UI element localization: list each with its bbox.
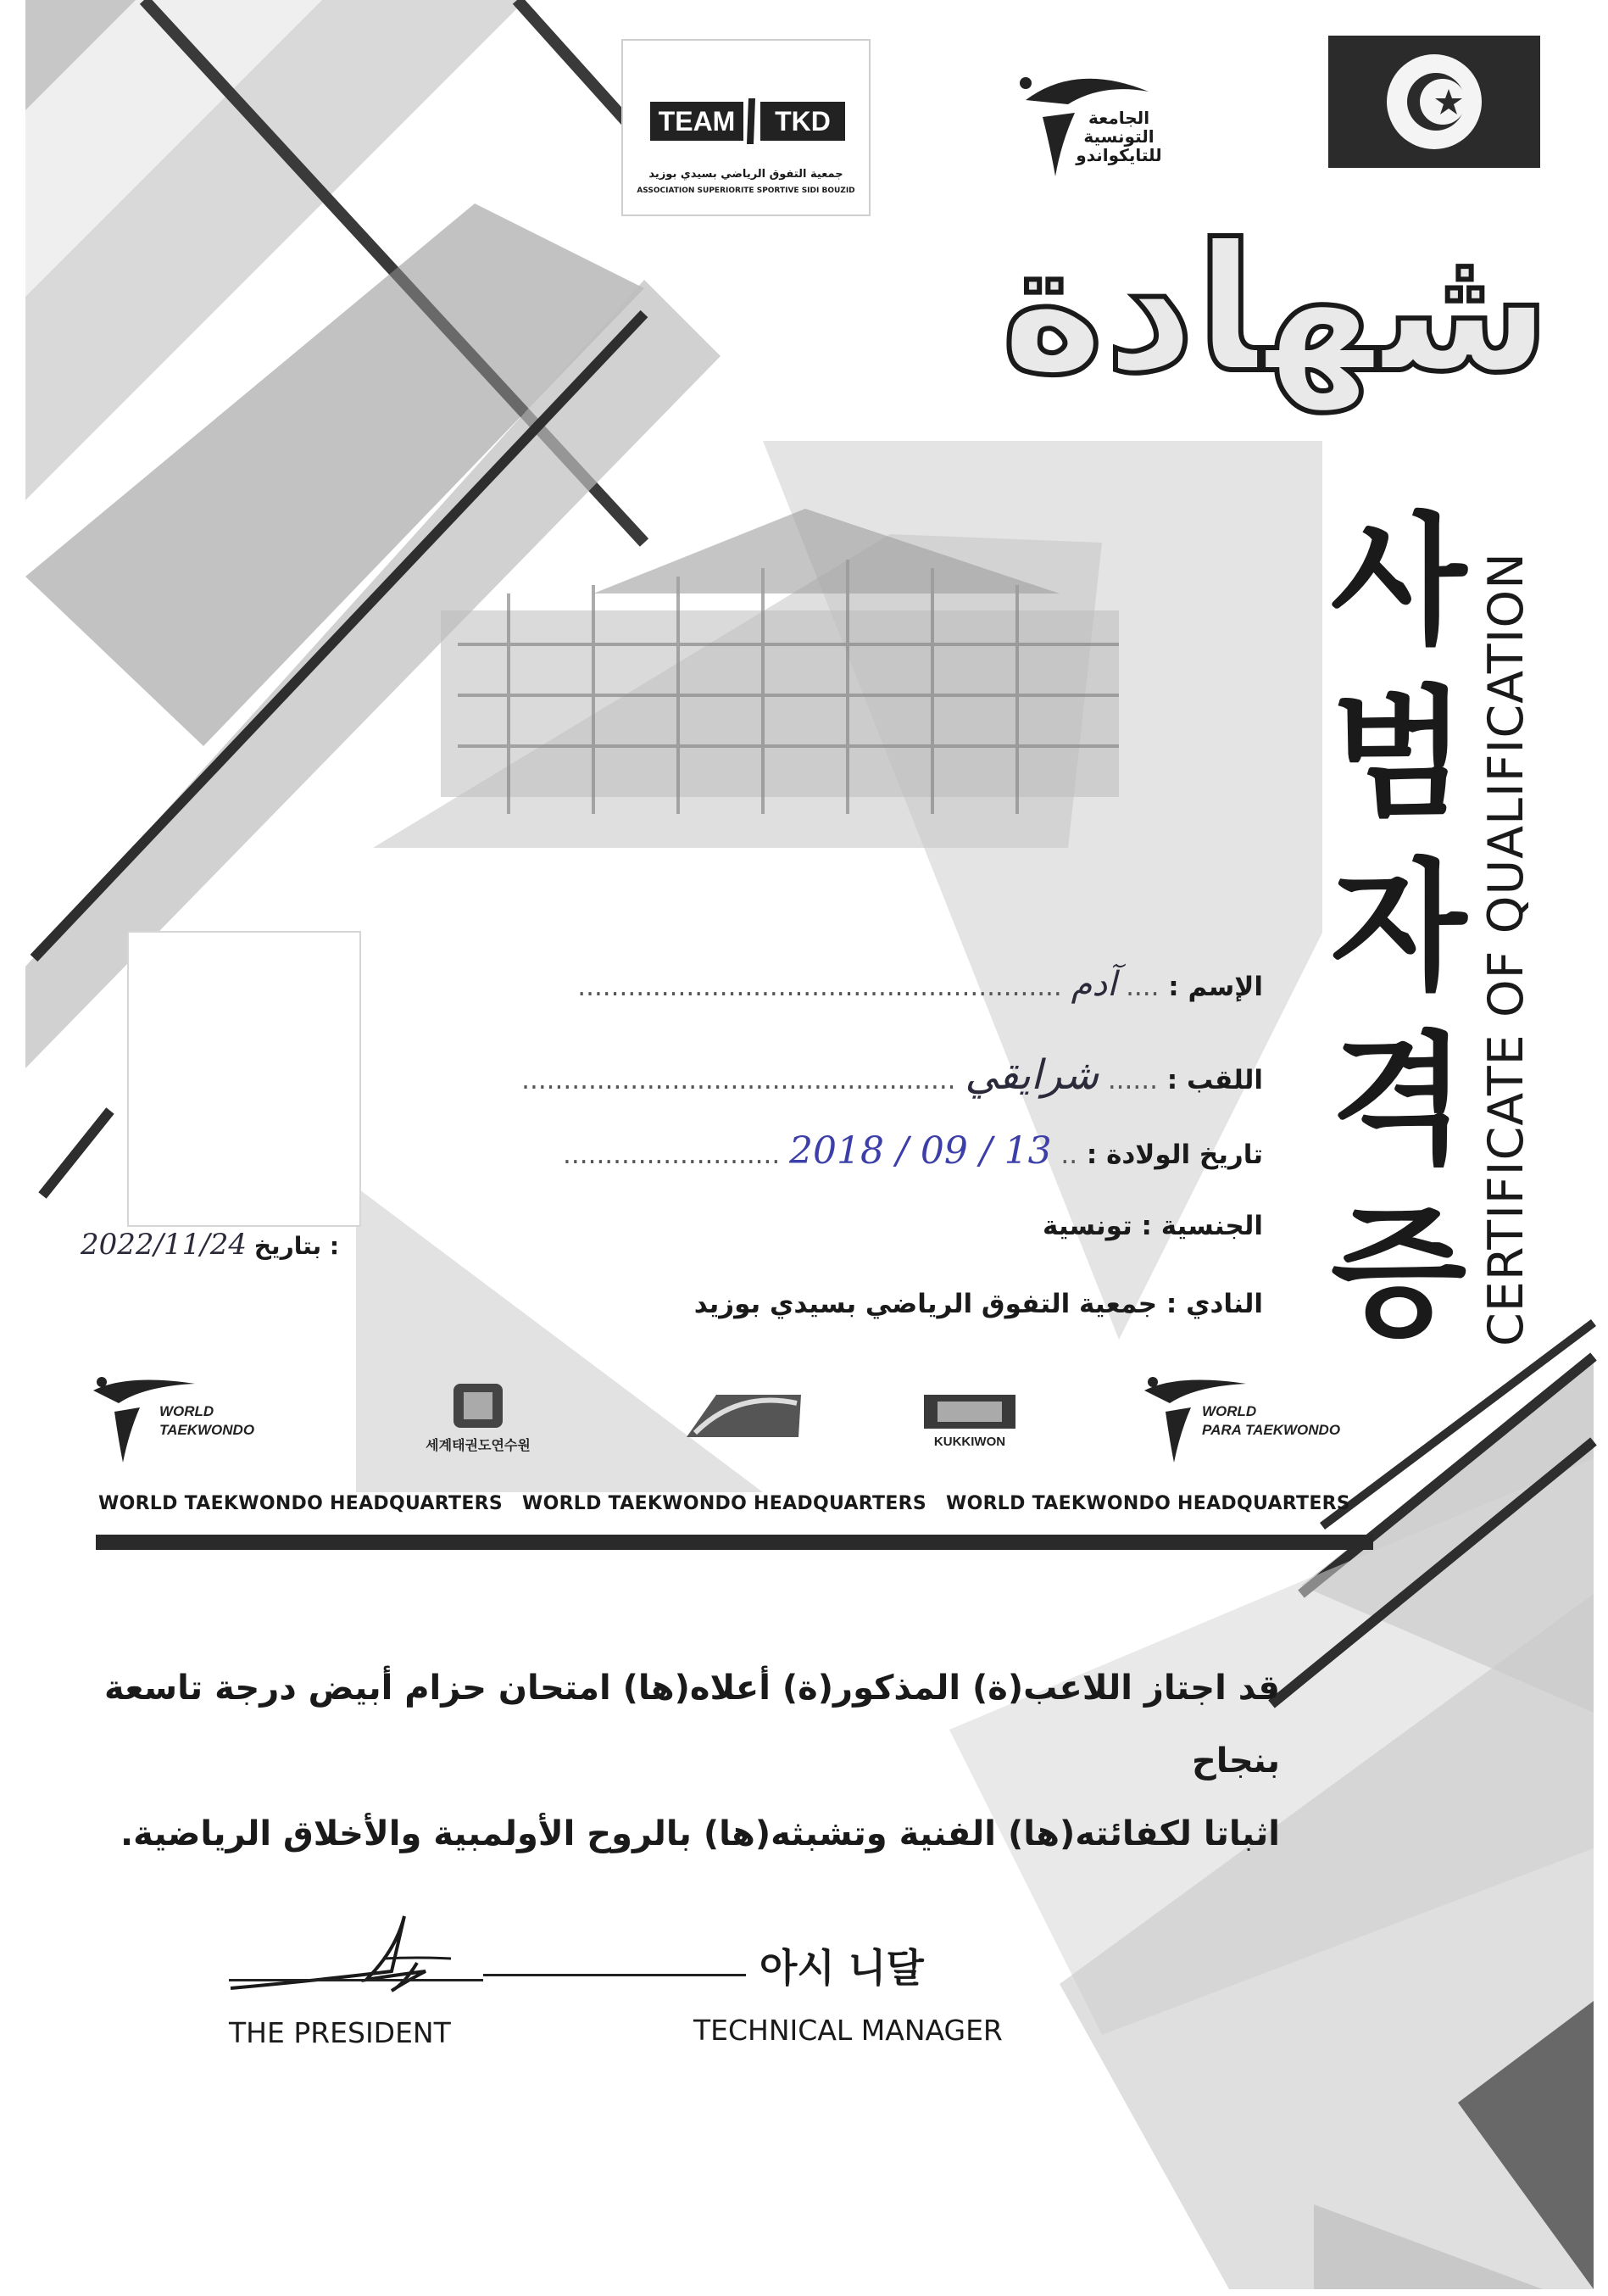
certification-statement	[93, 1652, 1280, 1870]
title-korean	[1301, 496, 1496, 1361]
technical-manager-name: 아시 니달	[759, 1945, 924, 1991]
field-nationality-label: الجنسية :	[1141, 1211, 1263, 1241]
field-birth-value: 2018 / 09 / 13	[789, 1129, 1052, 1173]
team-logo-subtitle-fr: ASSOCIATION SUPERIORITE SPORTIVE SIDI BOUZID	[637, 187, 855, 195]
title-arabic: شهادة	[1000, 207, 1551, 412]
dot-leader: ....................................................	[521, 1065, 956, 1095]
wt-academy-logo-icon	[426, 1384, 531, 1453]
statement-line-2: اثباتا لكفائته(ها) الفنية وتشبثه(ها) بالروح الأولمبية والأخلاق الرياضية.	[120, 1814, 1280, 1853]
world-taekwondo-logo-icon	[93, 1377, 254, 1463]
para-text-2: PARA TAEKWONDO	[1202, 1422, 1341, 1438]
president-signature-line	[229, 1979, 483, 1981]
field-nationality	[1043, 1211, 1263, 1241]
svg-text:TKD: TKD	[775, 106, 831, 137]
korean-char: 증	[1330, 1192, 1467, 1356]
divider-bar	[96, 1535, 1373, 1550]
kukkiwon-label: KUKKIWON	[933, 1435, 1006, 1449]
field-name-label: الإسم :	[1168, 972, 1263, 1002]
hq-label: WORLD TAEKWONDO HEADQUARTERS	[98, 1493, 504, 1514]
sponsor-logos	[93, 1374, 1382, 1467]
field-birth-date	[563, 1129, 1263, 1173]
president-label: THE PRESIDENT	[229, 2016, 451, 2049]
dot-leader: ..........................................................	[577, 972, 1062, 1002]
wt-academy-label: 세계태권도연수원	[426, 1437, 531, 1453]
technical-manager-label: TECHNICAL MANAGER	[693, 2014, 1003, 2047]
korean-char: 자	[1330, 846, 1467, 1010]
field-birth-label: تاريخ الولادة :	[1086, 1140, 1263, 1170]
pan-american-logo-icon	[687, 1395, 801, 1437]
field-nationality-value: تونسية	[1043, 1211, 1132, 1241]
team-tkd-logo-icon	[648, 98, 848, 144]
statement-line-1: قد اجتاز اللاعب(ة) المذكور(ة) أعلاه(ها) امتحان حزام أبيض درجة تاسعة بنجاح	[103, 1669, 1280, 1781]
issue-date	[81, 1228, 339, 1262]
issue-date-label: بتاريخ :	[253, 1232, 340, 1260]
field-name-value: آدم	[1071, 965, 1117, 1004]
photo-placeholder	[127, 931, 361, 1227]
world-para-taekwondo-logo-icon	[1144, 1377, 1340, 1463]
dot-leader: ....	[1126, 972, 1160, 1002]
hq-label: WORLD TAEKWONDO HEADQUARTERS	[946, 1493, 1351, 1514]
wt-text-1: WORLD	[159, 1403, 214, 1419]
field-name	[577, 965, 1263, 1004]
kukkiwon-logo-icon	[924, 1395, 1015, 1449]
field-club-label: النادي :	[1166, 1289, 1263, 1319]
president-signature-icon	[222, 1899, 476, 2009]
field-surname-value: شرايقي	[965, 1051, 1099, 1099]
field-surname	[521, 1051, 1263, 1099]
federation-name: الجامعة التونسية للتايكواندو	[1076, 108, 1162, 165]
team-tkd-logo	[621, 39, 871, 216]
svg-text:TEAM: TEAM	[658, 106, 736, 137]
title-english: CERTIFICATE OF QUALIFICATION	[1478, 552, 1534, 1346]
korean-char: 범	[1330, 673, 1467, 837]
field-surname-label: اللقب :	[1166, 1065, 1263, 1095]
dot-leader: ..........................	[563, 1140, 781, 1170]
tunisia-flag-icon	[1328, 36, 1540, 168]
wt-text-2: TAEKWONDO	[159, 1422, 255, 1438]
technical-signature-line	[483, 1974, 746, 1976]
korean-char: 격	[1330, 1019, 1467, 1183]
field-club	[694, 1289, 1263, 1319]
dot-leader: ......	[1107, 1065, 1158, 1095]
team-logo-subtitle-ar: جمعية التفوق الرياضي بسيدي بوزيد	[648, 168, 843, 181]
dot-leader: ..	[1060, 1140, 1078, 1170]
issue-date-value: 2022/11/24	[81, 1228, 247, 1262]
field-club-value: جمعية التفوق الرياضي بسيدي بوزيد	[693, 1289, 1158, 1319]
korean-char: 사	[1330, 500, 1467, 664]
para-text-1: WORLD	[1202, 1403, 1257, 1419]
hq-label: WORLD TAEKWONDO HEADQUARTERS	[522, 1493, 927, 1514]
